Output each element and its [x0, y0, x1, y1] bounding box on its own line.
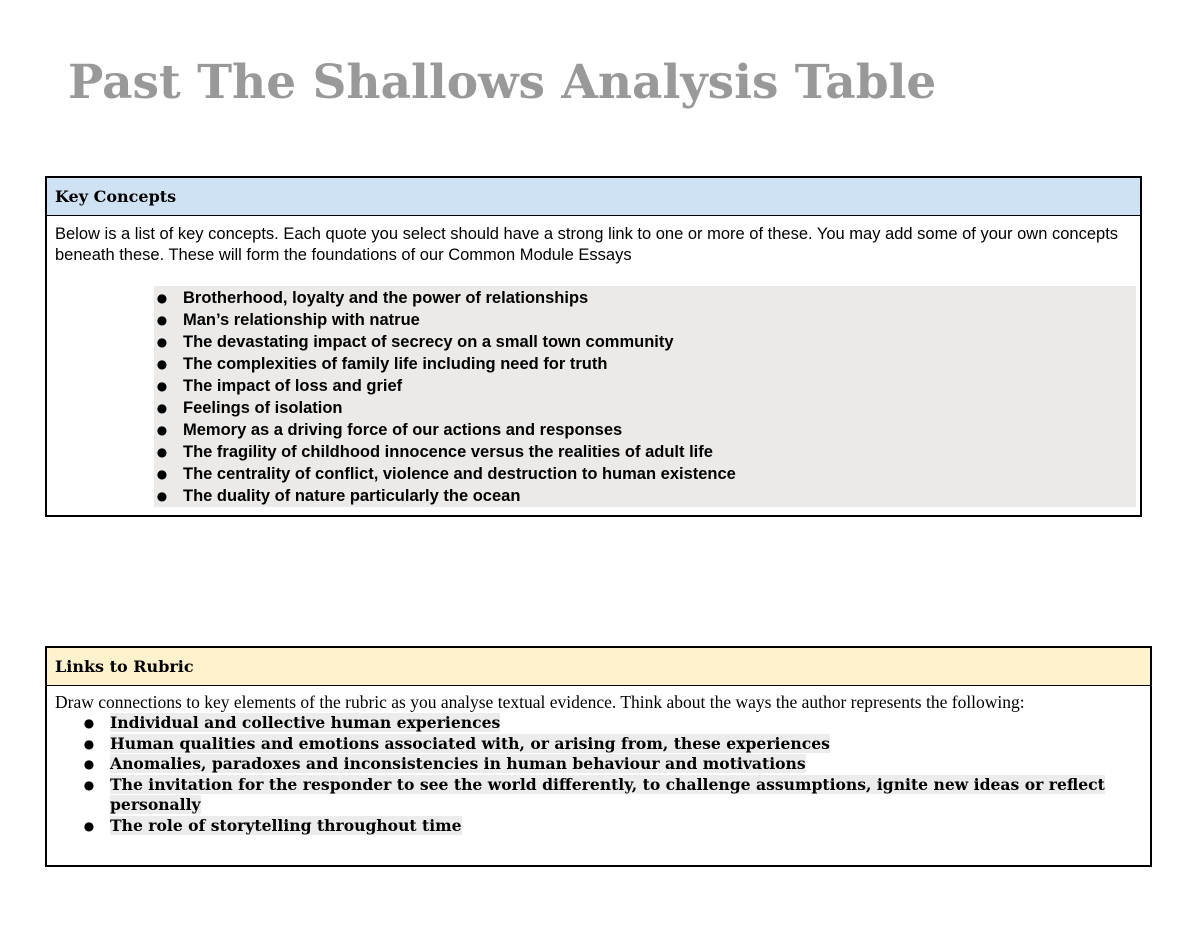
bullet-icon: ● [83, 777, 95, 792]
links-to-rubric-intro: Draw connections to key elements of the rubric as you analyse textual evidence. Think about the ways the author represents the following: [55, 692, 1025, 712]
list-item-label: The role of storytelling throughout time [110, 815, 462, 835]
bullet-icon: ● [156, 401, 168, 415]
bullet-icon: ● [83, 818, 95, 833]
list-item [154, 309, 1136, 331]
bullet-icon: ● [156, 423, 168, 437]
list-item [154, 485, 1136, 507]
bullet-icon: ● [83, 757, 95, 771]
key-concepts-header: Key Concepts [47, 178, 1140, 216]
list-item [154, 375, 1136, 397]
list-item-label: The fragility of childhood innocence versus the realities of adult life [183, 443, 713, 461]
list-item [47, 734, 1150, 755]
list-item-label: The centrality of conflict, violence and destruction to human existence [183, 465, 736, 483]
links-to-rubric-list [47, 713, 1150, 836]
bullet-icon: ● [156, 445, 168, 459]
list-item-label: Anomalies, paradoxes and inconsistencies in human behaviour and motivations [110, 754, 806, 773]
bullet-icon: ● [156, 467, 168, 481]
list-item [154, 331, 1136, 353]
bullet-icon: ● [156, 489, 168, 503]
list-item [154, 353, 1136, 375]
list-item-label: Man’s relationship with natrue [183, 311, 420, 329]
links-to-rubric-table [45, 646, 1152, 867]
bullet-icon: ● [156, 335, 168, 349]
list-item [47, 754, 1150, 775]
list-item [154, 419, 1136, 441]
list-item-label: Brotherhood, loyalty and the power of relationships [183, 289, 589, 307]
links-to-rubric-header: Links to Rubric [47, 648, 1150, 686]
list-item [47, 816, 1150, 837]
list-item-label: Memory as a driving force of our actions and responses [183, 421, 623, 439]
list-item-label: Individual and collective human experiences [110, 713, 501, 732]
bullet-icon: ● [83, 716, 95, 730]
list-item [154, 463, 1136, 485]
bullet-icon: ● [156, 313, 168, 327]
bullet-icon: ● [156, 291, 168, 305]
list-item [154, 441, 1136, 463]
list-item-label: The impact of loss and grief [183, 377, 403, 395]
bullet-icon: ● [83, 736, 95, 751]
list-item [47, 775, 1150, 816]
list-item [154, 397, 1136, 419]
list-item-label: The duality of nature particularly the ocean [183, 487, 521, 505]
page-title: Past The Shallows Analysis Table [68, 55, 937, 110]
bullet-icon: ● [156, 357, 168, 371]
key-concepts-intro: Below is a list of key concepts. Each quote you select should have a strong link to one or more of these. You may add some of your own concepts beneath these. These will form the foundations of our Common Module Essays [55, 225, 1119, 264]
list-item-label: The complexities of family life including need for truth [183, 355, 608, 373]
bullet-icon: ● [156, 379, 168, 393]
key-concepts-list [154, 286, 1136, 507]
list-item [47, 713, 1150, 734]
list-item-label: Feelings of isolation [183, 399, 343, 417]
list-item-label: The devastating impact of secrecy on a small town community [183, 333, 674, 351]
list-item-label: The invitation for the responder to see the world differently, to challenge assumptions, ignite new ideas or reflect personally [110, 774, 1105, 814]
list-item [154, 287, 1136, 309]
list-item-label: Human qualities and emotions associated with, or arising from, these experiences [110, 733, 830, 753]
key-concepts-table [45, 176, 1142, 517]
